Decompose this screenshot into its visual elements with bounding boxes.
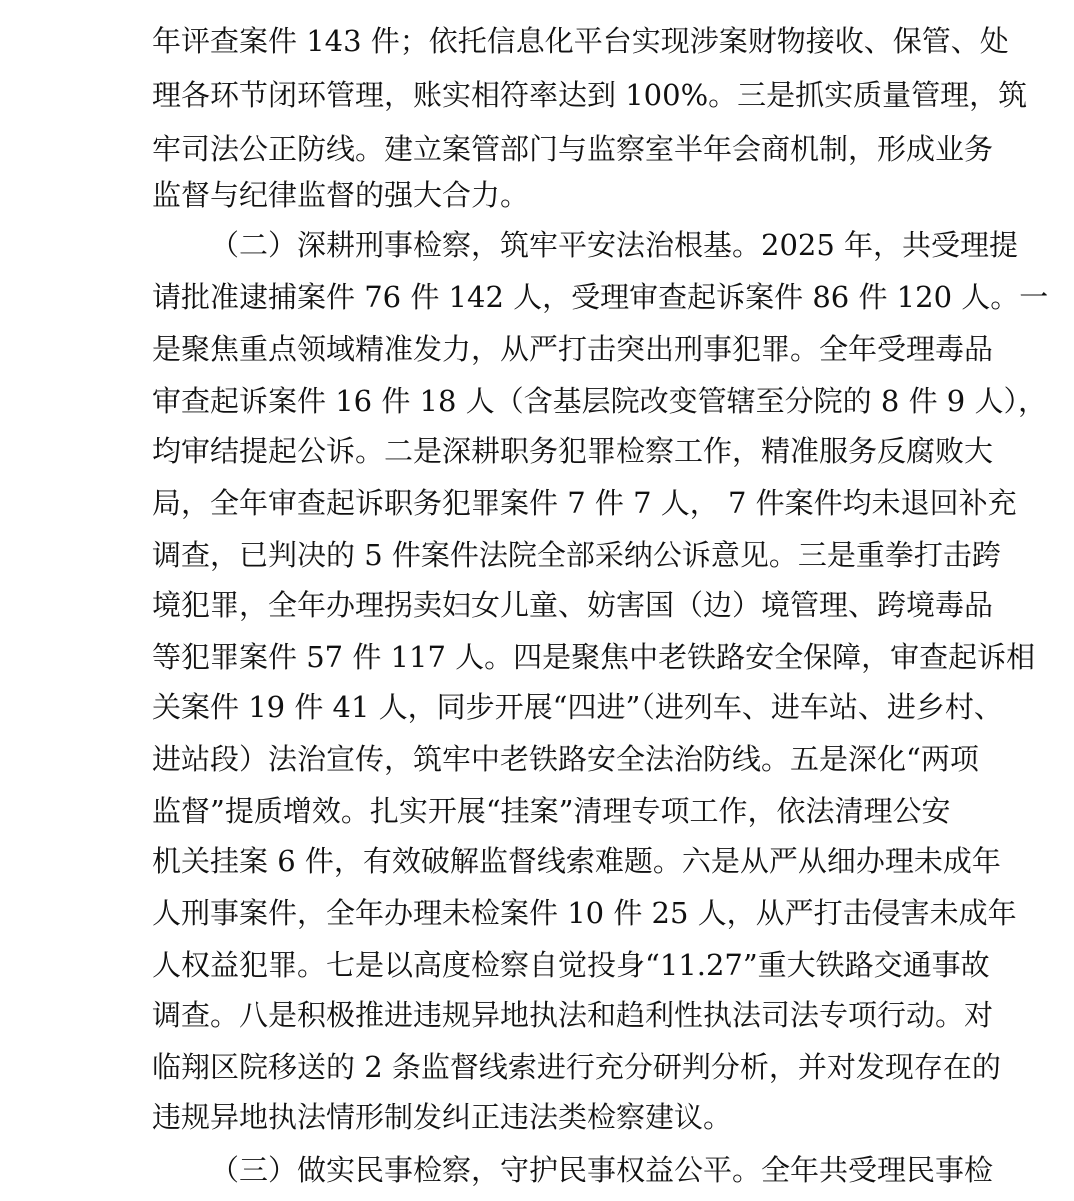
- text-line: 请批准逮捕案件 76 件 142 人，受理审查起诉案件 86 件 120 人。一: [152, 280, 1049, 314]
- text-line: 监督”提质增效。扎实开展“挂案”清理专项工作，依法清理公安: [152, 794, 951, 828]
- section-heading-line: （二）深耕刑事检察，筑牢平安法治根基。2025 年，共受理提: [210, 228, 1019, 262]
- text-line: 机关挂案 6 件，有效破解监督线索难题。六是从严从细办理未成年: [152, 844, 1001, 878]
- text-line: 关案件 19 件 41 人，同步开展“四进”（进列车、进车站、进乡村、: [152, 690, 1003, 724]
- text-line: 进站段）法治宣传，筑牢中老铁路安全法治防线。五是深化“两项: [152, 742, 979, 776]
- text-line: 是聚焦重点领域精准发力，从严打击突出刑事犯罪。全年受理毒品: [152, 332, 994, 366]
- text-line: 等犯罪案件 57 件 117 人。四是聚焦中老铁路安全保障，审查起诉相: [152, 640, 1036, 674]
- text-line: 违规异地执法情形制发纠正违法类检察建议。: [152, 1100, 733, 1134]
- text-line: 调查，已判决的 5 件案件法院全部采纳公诉意见。三是重拳打击跨: [152, 538, 1001, 572]
- text-line: 人刑事案件，全年办理未检案件 10 件 25 人，从严打击侵害未成年: [152, 896, 1017, 930]
- text-line: 人权益犯罪。七是以高度检察自觉投身“11.27”重大铁路交通事故: [152, 948, 990, 982]
- text-line: 理各环节闭环管理，账实相符率达到 100%。三是抓实质量管理，筑: [152, 78, 1028, 112]
- text-line: 调查。八是积极推进违规异地执法和趋利性执法司法专项行动。对: [152, 998, 994, 1032]
- text-line: 监督与纪律监督的强大合力。: [152, 178, 530, 212]
- text-line: 牢司法公正防线。建立案管部门与监察室半年会商机制，形成业务: [152, 132, 994, 166]
- text-line: 年评查案件 143 件；依托信息化平台实现涉案财物接收、保管、处: [152, 24, 1009, 58]
- text-line: 境犯罪，全年办理拐卖妇女儿童、妨害国（边）境管理、跨境毒品: [152, 588, 994, 622]
- text-line: 临翔区院移送的 2 条监督线索进行充分研判分析，并对发现存在的: [152, 1050, 1001, 1084]
- text-line: 审查起诉案件 16 件 18 人（含基层院改变管辖至分院的 8 件 9 人），: [152, 384, 1047, 418]
- section-heading-line: （三）做实民事检察，守护民事权益公平。全年共受理民事检: [210, 1153, 994, 1187]
- text-line: 局，全年审查起诉职务犯罪案件 7 件 7 人， 7 件案件均未退回补充: [152, 486, 1017, 520]
- text-line: 均审结提起公诉。二是深耕职务犯罪检察工作，精准服务反腐败大: [152, 434, 994, 468]
